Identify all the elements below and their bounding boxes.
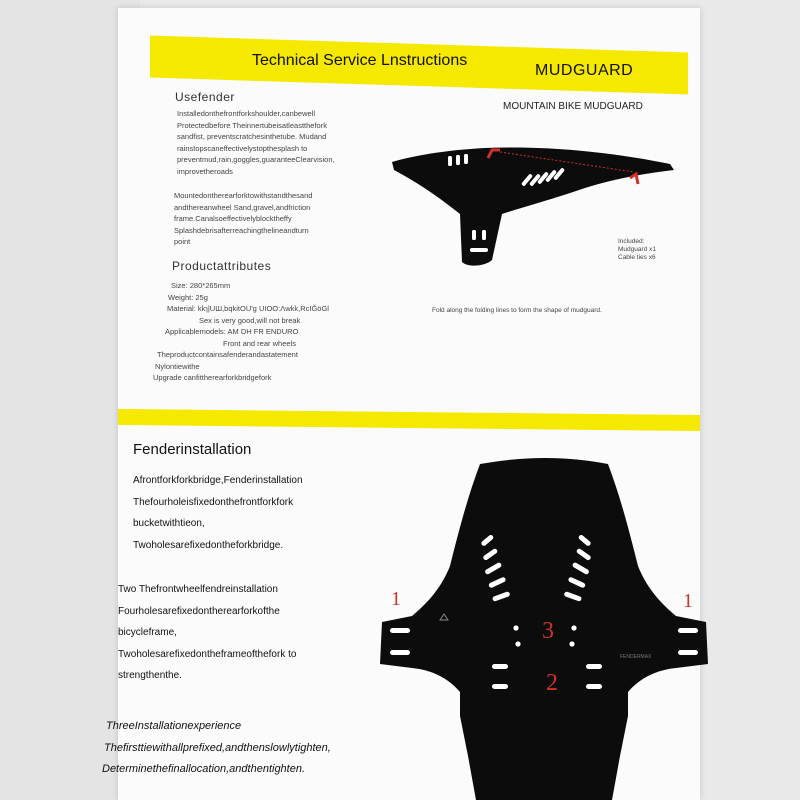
label-center-2: 2 xyxy=(546,670,558,696)
text-line: Theproductcontainsafenderandastatement xyxy=(157,350,298,359)
text-line: Size: 280*265mm xyxy=(171,281,231,290)
text-line: strengthenthe. xyxy=(118,670,182,681)
attributes-heading: Productattributes xyxy=(172,259,272,273)
usefender-para2 xyxy=(174,190,312,248)
text-line: Determinethefinallocation,andthentighten. xyxy=(102,763,306,775)
product-subtitle: MOUNTAIN BIKE MUDGUARD xyxy=(503,101,643,112)
text-line: Included: xyxy=(618,238,645,245)
text-line: Afrontforkforkbridge,Fenderinstallation xyxy=(133,475,303,486)
text-line: Splashdebrisafterreachingthelineandturn xyxy=(174,225,309,235)
text-line: andthereanwheel Sand,gravel,andfriction xyxy=(174,202,311,212)
label-left-1: 1 xyxy=(391,588,401,610)
fender-tiny-logo: FENDERMAX xyxy=(620,654,652,660)
text-line: ThreeInstallationexperience xyxy=(106,720,242,732)
brand-label: MUDGUARD xyxy=(535,62,634,79)
text-line: Nylontiewithe xyxy=(155,361,200,371)
text-line: Weight: 25g xyxy=(168,292,208,302)
fold-note: Fold along the folding lines to form the shape of mudguard. xyxy=(432,307,602,314)
text-line: preventmud,rain,goggles,guaranteeClearvision, xyxy=(177,155,335,164)
text-line: Two Thefrontwheelfendreinstallation xyxy=(118,584,278,595)
text-line: frame.Canalsoeffectivelyblocktheffy xyxy=(174,214,292,223)
text-line: Cable ties x6 xyxy=(618,254,656,261)
usefender-para1 xyxy=(177,108,335,177)
text-line: rainstopscaneffectivelystopthesplash to xyxy=(177,143,308,153)
text-line: sandfist, preventscratchesinthetube. Mudand xyxy=(177,132,327,141)
attributes-list xyxy=(153,280,329,384)
text-line: bicycleframe, xyxy=(118,627,177,638)
text-line: Twoholesarefixedontheframeofthefork to xyxy=(118,648,297,660)
usefender-heading: Usefender xyxy=(175,90,235,104)
text-line: Mountedontherearforktowithstandthesand xyxy=(174,191,313,200)
text-line: Material: kkɿ|UШ,bqkitOU'g UIOO:Ʌwkk,RcIĞöGl xyxy=(167,304,329,313)
text-line: Front and rear wheels xyxy=(223,338,296,348)
document-title: Technical Service Lnstructions xyxy=(252,52,468,69)
label-center-3: 3 xyxy=(542,618,554,644)
text-line: Protectedbefore Theinnertubeisatleastthefork xyxy=(177,120,327,130)
text-line: Thefourholeisfixedonthefrontforkfork xyxy=(133,496,294,508)
rear-installation-text xyxy=(118,579,296,687)
text-line: Fourholesarefixedontherearforkofthe xyxy=(118,605,280,617)
text-line: Twoholesarefixedontheforkbridge. xyxy=(133,539,284,551)
text-line: improvetheroads xyxy=(177,166,233,176)
text-line: Applicablemodels: AM DH FR ENDURO xyxy=(165,327,299,336)
text-line: Sex is very good,will not break xyxy=(199,315,301,325)
front-installation-text xyxy=(133,470,303,556)
included-list xyxy=(618,238,656,262)
label-right-1: 1 xyxy=(683,590,693,612)
text-line: Upgrade canfittherearforkbridgefork xyxy=(153,373,272,382)
text-line: bucketwithtieon, xyxy=(133,518,205,529)
installation-heading: Fenderinstallation xyxy=(133,441,252,458)
experience-text xyxy=(102,716,331,781)
text-line: Thefirsttiewithallprefixed,andthenslowlytighten, xyxy=(104,741,331,754)
text-line: Installedonthefrontforkshoulder,canbewell xyxy=(177,109,316,118)
text-line: Mudguard x1 xyxy=(618,246,656,253)
text-line: point xyxy=(174,237,191,246)
